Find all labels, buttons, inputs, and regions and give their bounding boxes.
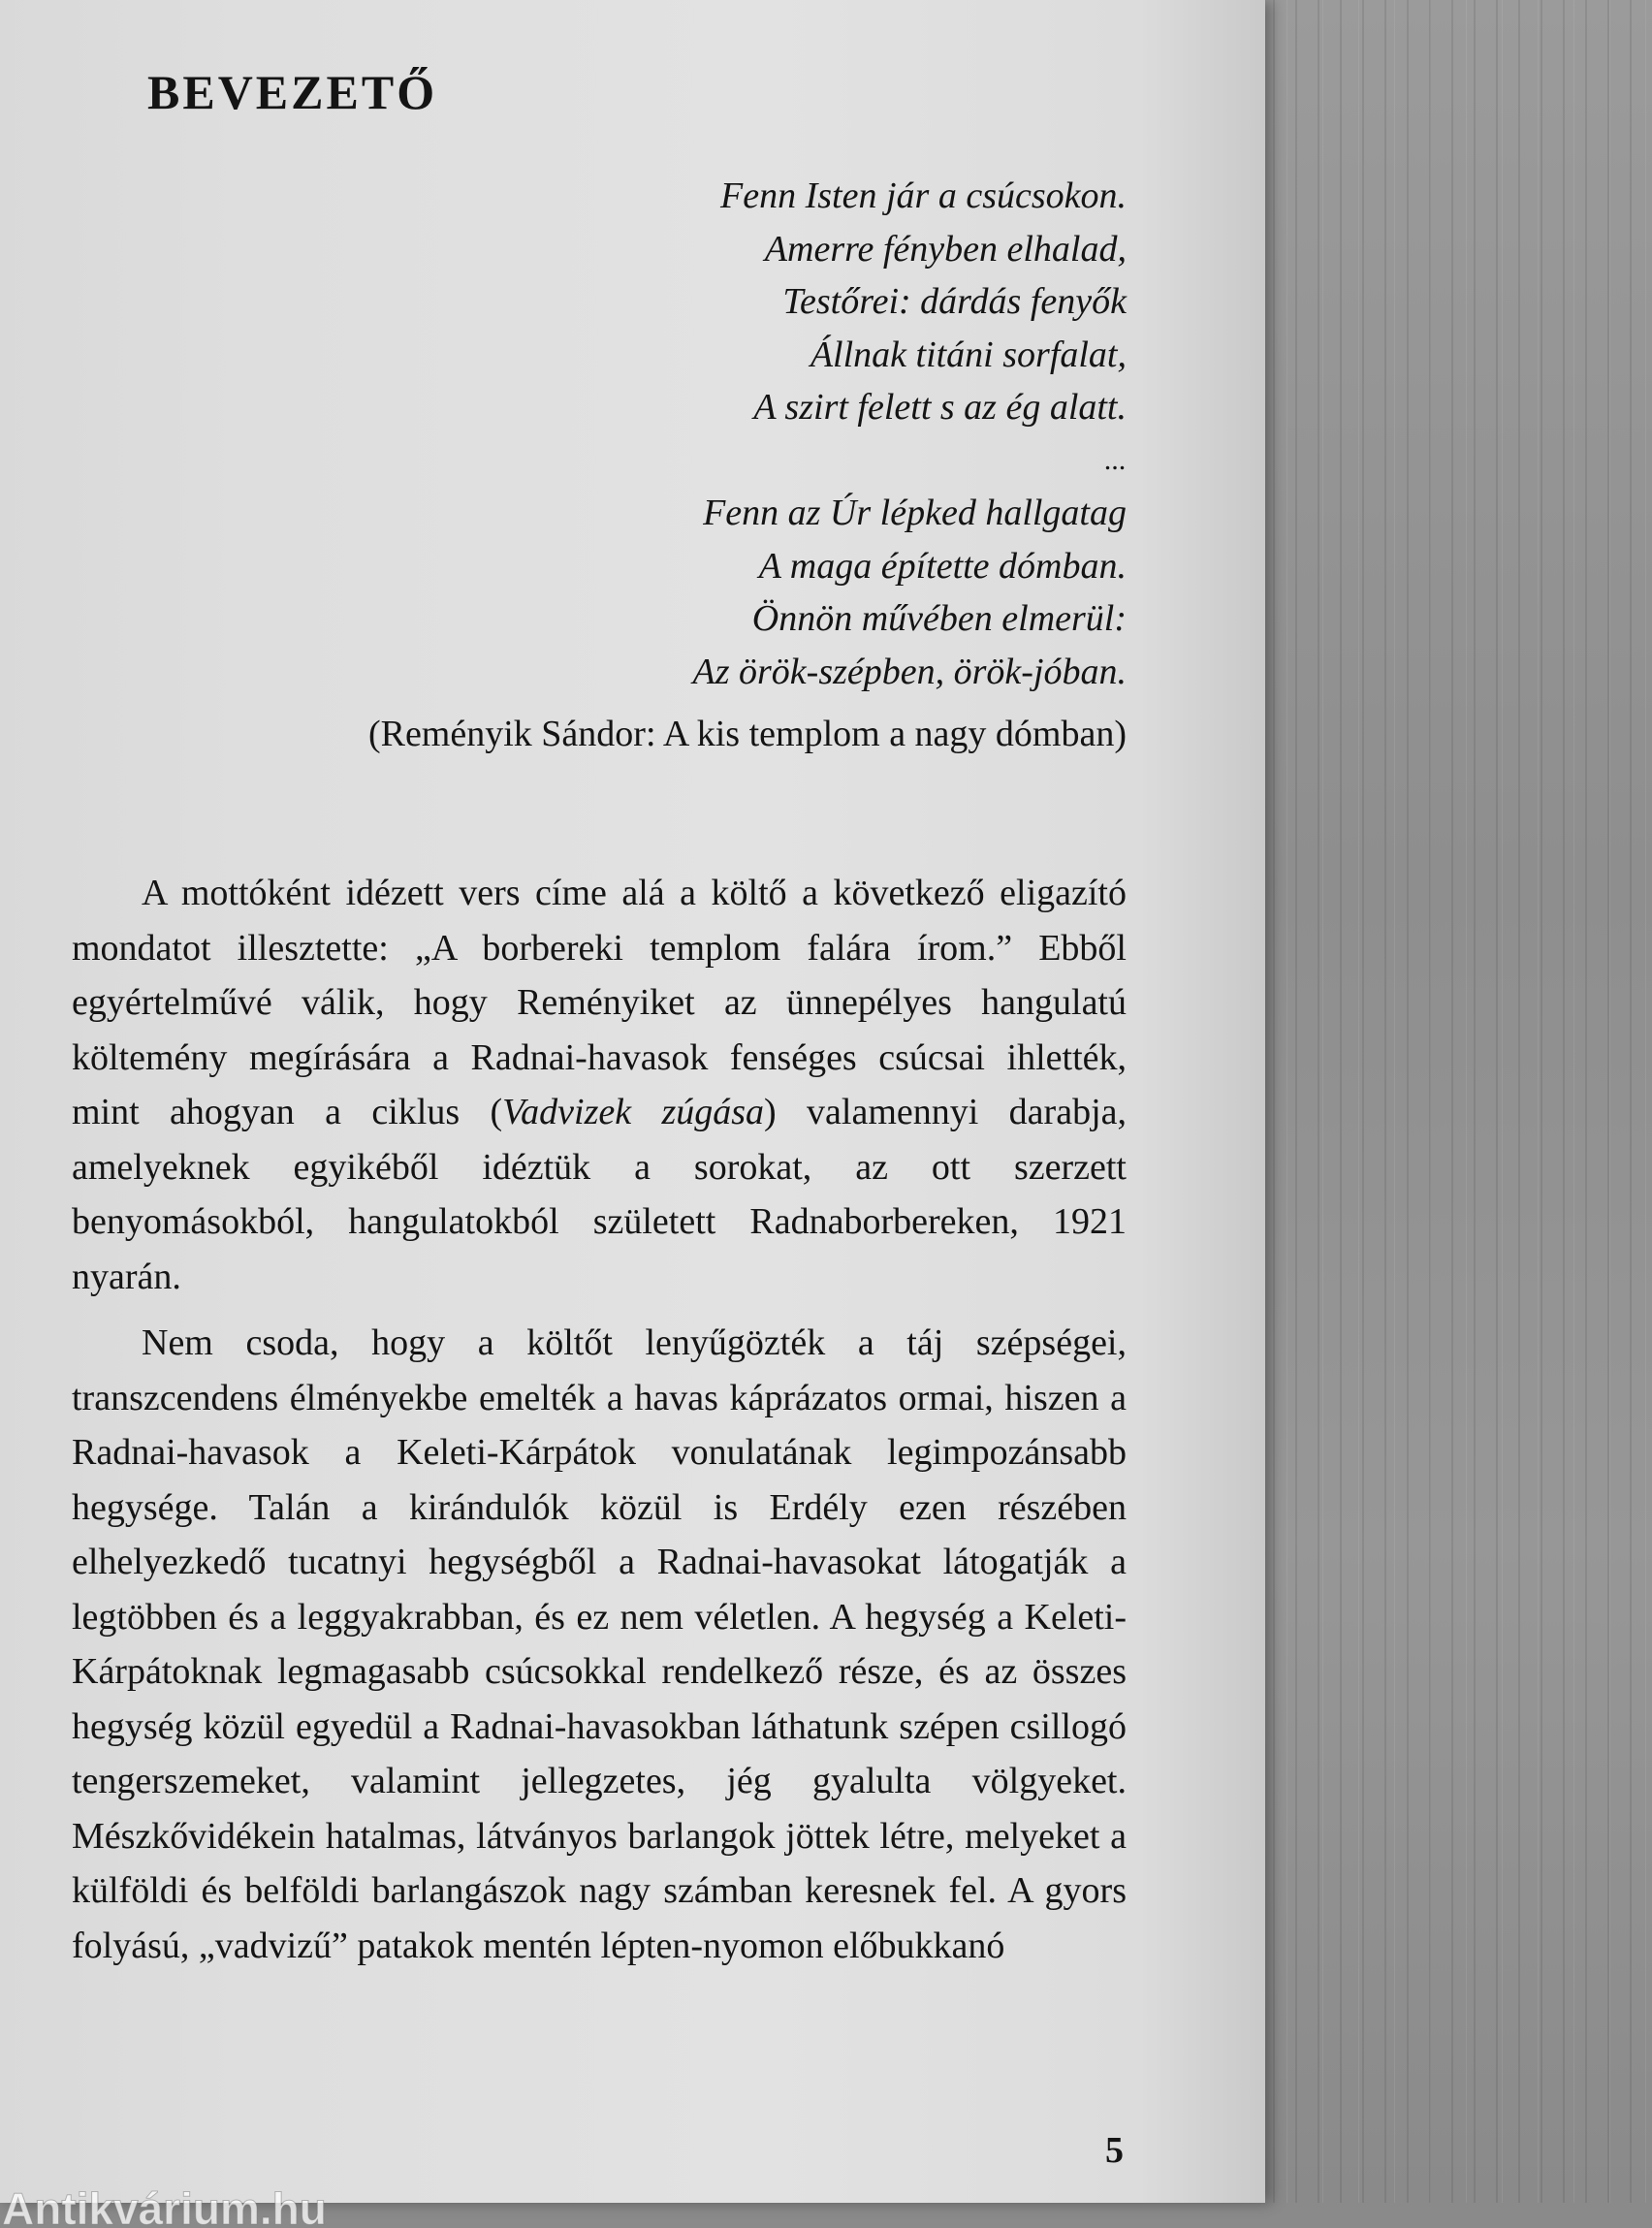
paragraph-2: Nem csoda, hogy a költőt lenyűgözték a táj szépségei, transzcendens élményekbe emelték a havas káprázatos ormai, hiszen a Radnai-havasok a Keleti-Kárpátok vonulatának legimpozánsabb hegysége. Talán a kirándulók közül is Erdély ezen részében elhelyezkedő tucatnyi hegységből a Radnai-havasokat látogatják a legtöbben és a leggyakrabban, és ez nem véletlen. A hegység a Keleti-Kárpátoknak legmagasabb csúcsokkal rendelkező része, és az összes hegység közül egyedül a Radnai-havasokban láthatunk szépen csillogó tengerszemeket, valamint jellegzetes, jég gyalulta völgyeket. Mészkővidékein hatalmas, látványos barlangok jöttek létre, melyeket a külföldi és belföldi barlangászok nagy számban keresnek fel. A gyors folyású, „vadvizű” patakok mentén lépten-nyomon előbukkanó bbox=[72, 1322, 1127, 1966]
poem-line: Amerre fényben elhalad, bbox=[764, 228, 1127, 270]
body-text bbox=[72, 866, 1127, 1973]
chapter-heading: BEVEZETŐ bbox=[147, 65, 438, 119]
poem-line: Önnön művében elmerül: bbox=[751, 598, 1127, 639]
cycle-title: Vadvizek zúgása bbox=[502, 1092, 765, 1132]
fabric-background bbox=[1251, 0, 1652, 2203]
poem-line: Fenn Isten jár a csúcsokon. bbox=[720, 175, 1127, 216]
paragraph-1 bbox=[72, 866, 1127, 1304]
paragraph-1-text-a: A mottóként idézett vers címe alá a költő a következő eligazító mondatot illesztette: „A borbereki templom falára írom.” Ebből egyértelművé válik, hogy Reményiket az ünnepélyes hangulatú költemény megírására a Radnai-havasok fenséges csúcsai ihlették, mint ahogyan a ciklus ( bbox=[72, 873, 1127, 1132]
poem-ellipsis: ... bbox=[1104, 443, 1127, 476]
poem-attribution: (Reményik Sándor: A kis templom a nagy dómban) bbox=[367, 714, 1127, 754]
poem-line: A szirt felett s az ég alatt. bbox=[753, 387, 1127, 428]
poem-line: Fenn az Úr lépked hallgatag bbox=[703, 493, 1127, 533]
poem-line: Az örök-szépben, örök-jóban. bbox=[692, 651, 1127, 692]
poem-line: Állnak titáni sorfalat, bbox=[810, 334, 1127, 375]
poem-line: Testőrei: dárdás fenyők bbox=[782, 281, 1127, 322]
motto-poem bbox=[157, 170, 1127, 698]
paragraph-1-text-b: ) valamennyi darabja, amelyeknek egyikéből idéztük a sorokat, az ott szerzett benyomásokból, hangulatokból született Radnaborbereken, 1921 nyarán. bbox=[72, 1092, 1127, 1297]
svg-text:Antikvárium.hu: Antikvárium.hu bbox=[2, 2183, 327, 2228]
poem-line: A maga építette dómban. bbox=[758, 545, 1127, 587]
page-number: 5 bbox=[1105, 2130, 1124, 2171]
